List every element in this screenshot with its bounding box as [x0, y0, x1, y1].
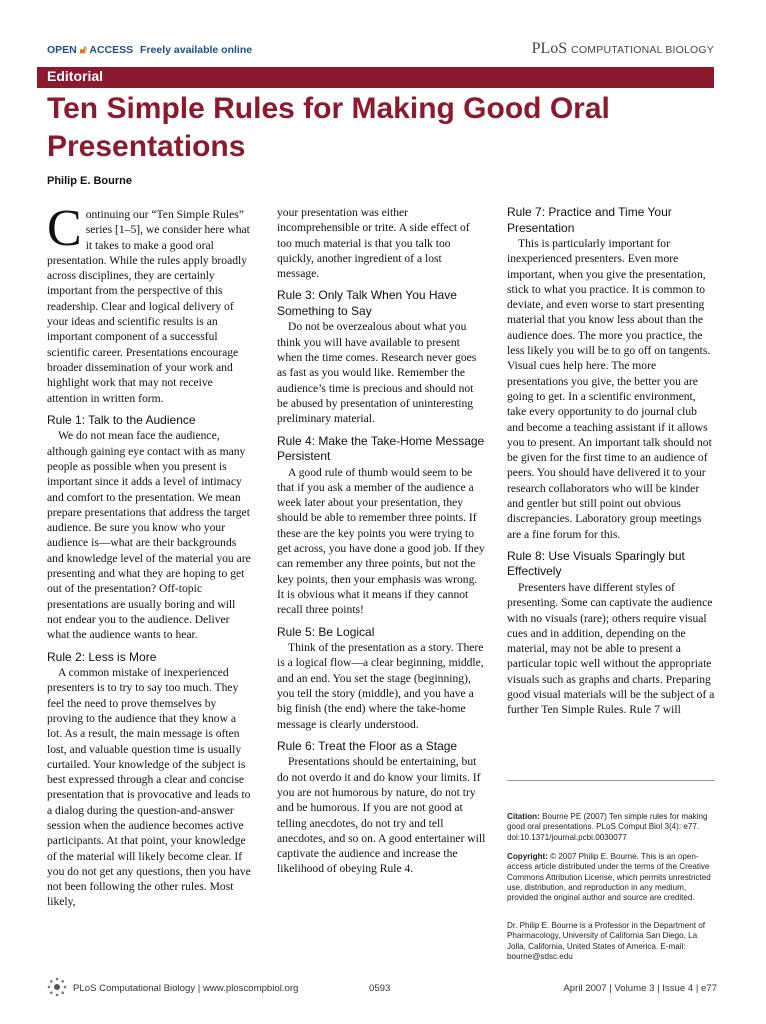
- column-3: [507, 205, 716, 718]
- plos-logo-icon: [47, 977, 67, 997]
- rule-7-text: This is particularly important for inexperienced presenters. Even more important, when you give the presentation, stick to what you practice. It is common to deviate, and even worse to start presenting material that you know less about than the audience does. The more you practice, the less likely you will be to go off on tangents. Visual cues help here. The more presentations you give, the better you are going to get. In a scientific environment, take every opportunity to do journal club and become a teaching assistant if it allows you to present. An important talk should not be given for the first time to an audience of peers. You should have delivered it to your research collaborators who will be kinder and gentler but still point out obvious discrepancies. Laboratory group meetings are a fine forum for this.: [507, 237, 712, 541]
- footer-journal: PLoS Computational Biology | www.ploscompbiol.org: [73, 983, 299, 994]
- footer-page-number: 0593: [369, 983, 391, 994]
- journal-name: COMPUTATIONAL BIOLOGY: [571, 44, 714, 56]
- column-2: [277, 205, 486, 877]
- author-affiliation: Dr. Philip E. Bourne is a Professor in the Department of Pharmacology, University of California San Diego, La Jolla, California, United States of America. E-mail: bourne@sdsc.edu: [507, 921, 705, 961]
- open-access-open: OPEN: [47, 44, 77, 56]
- rule-5-heading: Rule 5: Be Logical: [277, 624, 375, 639]
- rule-6-text: Presentations should be entertaining, but do not overdo it and do know your limits. If you are not humorous by nature, do not try and be humorous. If you are not good at telling anecdotes, do not try and tell anecdotes, and so on. A good entertainer will captivate the audience and increase the likelihood of obeying Rule 4.: [277, 755, 486, 876]
- open-access-access: ACCESS: [89, 44, 134, 56]
- rule-4-heading: Rule 4: Make the Take-Home Message Persistent: [277, 433, 485, 464]
- page-footer: [47, 980, 717, 996]
- citation-text: Bourne PE (2007) Ten simple rules for making good oral presentations. PLoS Comput Biol 3(4): e77. doi:10.1371/journal.pcbi.0030077: [507, 812, 708, 842]
- rule-7-heading: Rule 7: Practice and Time Your Presentation: [507, 205, 672, 235]
- article-title: Ten Simple Rules for Making Good Oral Presentations: [47, 92, 610, 163]
- rule-8-text: Presenters have different styles of presenting. Some can captivate the audience with no visuals (rare); others require visual cues and in addition, depending on the material, may not be able to present a particular topic well without the appropriate visuals such as graphs and charts. Preparing good visual materials will be the subject of a further Ten Simple Rules. Rule 7 will: [507, 580, 715, 717]
- rule-5-text: Think of the presentation as a story. There is a logical flow—a clear beginning, middle, and an end. You set the stage (beginning), you tell the story (middle), and you have a big finish (the end) where the take-home message is clearly understood.: [277, 641, 484, 731]
- column-1: [47, 200, 253, 910]
- rule-3-text: Do not be overzealous about what you think you will have available to present when the time comes. Research never goes as fast as you would like. Remember the audience’s time is precious and should not be abused by presentation of uninteresting preliminary material.: [277, 320, 477, 426]
- intro-paragraph: Continuing our “Ten Simple Rules” series [1–5], we consider here what it takes to make a good oral presentation. While the rules apply broadly across disciplines, they are certainly important from the perspective of this readership. Clear and logical delivery of your ideas and scientific results is an important component of a successful scientific career. Presentations encourage broader dissemination of your work and highlight work that may not receive attention in written form.: [47, 200, 250, 405]
- section-label: Editorial: [47, 68, 104, 84]
- freely-available-text: Freely available online: [140, 44, 253, 56]
- copyright-block: [507, 852, 717, 903]
- rule-8-heading: Rule 8: Use Visuals Sparingly but Effectively: [507, 548, 685, 579]
- rule-2-continued: your presentation was either incomprehensible or trite. A side effect of too much material is that you talk too quickly, another ingredient of a lost message.: [277, 206, 470, 281]
- section-banner: [37, 67, 714, 88]
- rule-6-heading: Rule 6: Treat the Floor as a Stage: [277, 738, 458, 753]
- citation-label: Citation:: [507, 812, 540, 821]
- copyright-text: © 2007 Philip E. Bourne. This is an open-access article distributed under the terms of the Creative Commons Attribution License, which permits unrestricted use, distribution, and reproduction in any medium, provided the original author and source are credited.: [507, 852, 711, 903]
- rule-2-text: A common mistake of inexperienced presenters is to try to say too much. They feel the need to prove themselves by proving to the audience that they know a lot. As a result, the main message is often lost, and valuable question time is usually curtailed. Your knowledge of the subject is best expressed through a clear and concise presentation that is provocative and leads to a dialog during the question-and-answer session when the audience becomes active participants. At that point, your knowledge of the material will likely become clear. If you do not get any questions, then you have not been following the other rules. Most likely,: [47, 666, 251, 909]
- journal-logo: [532, 40, 714, 58]
- column-divider: [507, 780, 715, 781]
- rule-3-heading: Rule 3: Only Talk When You Have Something to Say: [277, 288, 457, 318]
- copyright-label: Copyright:: [507, 852, 548, 861]
- rule-4-text: A good rule of thumb would seem to be that if you ask a member of the audience a week later about your presentation, they should be able to remember three points. If these are the key points you were trying to get across, you have done a good job. If they can remember any three points, but not the key points, then your emphasis was wrong. It is obvious what it means if they cannot recall three points!: [277, 465, 485, 617]
- article-author: Philip E. Bourne: [47, 175, 132, 187]
- open-access-badge: [47, 44, 252, 57]
- citation-block: [507, 812, 717, 843]
- dropcap: C: [47, 200, 82, 257]
- open-lock-icon: 🔓︎: [79, 44, 87, 56]
- rule-1-heading: Rule 1: Talk to the Audience: [47, 412, 196, 427]
- rule-1-text: We do not mean face the audience, although gaining eye contact with as many people as possible when you present is important since it adds a level of intimacy and comfort to the presentation. We mean prepare presentations that address the target audience. Be sure you know who your audience is—what are their backgrounds and knowledge level of the material you are presenting and what they are hoping to get out of the presentation? Off-topic presentations are usually boring and will not endear you to the audience. Deliver what the audience wants to hear.: [47, 429, 251, 642]
- rule-2-heading: Rule 2: Less is More: [47, 649, 157, 664]
- journal-plos: PLoS: [531, 40, 568, 57]
- footer-issue: April 2007 | Volume 3 | Issue 4 | e77: [563, 983, 717, 994]
